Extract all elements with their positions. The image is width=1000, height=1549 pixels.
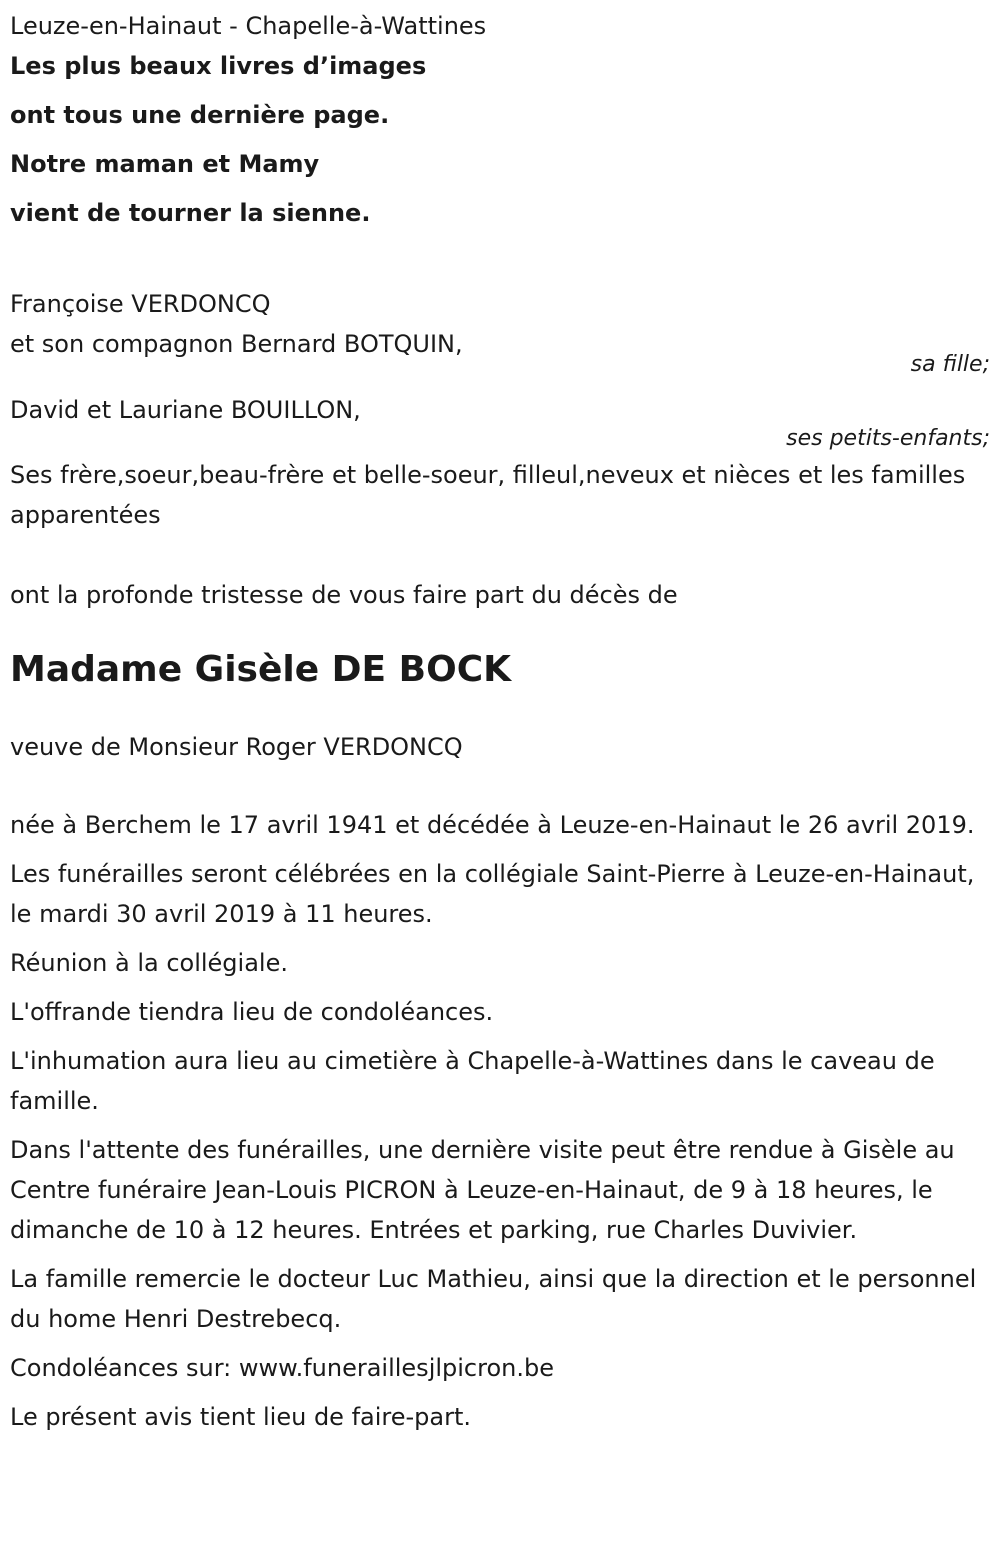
funeral-info: Les funérailles seront célébrées en la collégiale Saint-Pierre à Leuze-en-Hainaut, le mardi 30 avril 2019 à 11 heures. bbox=[10, 860, 975, 928]
thanks-info: La famille remercie le docteur Luc Mathieu, ainsi que la direction et le personnel du home Henri Destrebecq. bbox=[10, 1265, 977, 1333]
grandchildren-relation: ses petits-enfants; bbox=[786, 426, 990, 451]
location-heading: Leuze-en-Hainaut - Chapelle-à-Wattines bbox=[10, 12, 487, 40]
poem bbox=[10, 46, 990, 233]
obituary-notice bbox=[10, 0, 990, 1446]
grandchildren-names: David et Lauriane BOUILLON, bbox=[10, 396, 361, 424]
announcement-text: ont la profonde tristesse de vous faire part du décès de bbox=[10, 581, 678, 609]
daughter-partner: et son compagnon Bernard BOTQUIN, bbox=[10, 330, 463, 358]
visitation-info: Dans l'attente des funérailles, une dernière visite peut être rendue à Gisèle au Centre funéraire Jean-Louis PICRON à Leuze-en-Hainaut, de 9 à 18 heures, le dimanche de 10 à 12 heures. Entrées et parking, rue Charles Duvivier. bbox=[10, 1136, 955, 1244]
meeting-info: Réunion à la collégiale. bbox=[10, 949, 288, 977]
deceased-name: Madame Gisèle DE BOCK bbox=[10, 649, 512, 690]
widow-of: veuve de Monsieur Roger VERDONCQ bbox=[10, 733, 463, 761]
poem-line: ont tous une dernière page. bbox=[10, 101, 390, 129]
daughter-relation: sa fille; bbox=[910, 352, 990, 377]
poem-line: vient de tourner la sienne. bbox=[10, 199, 371, 227]
condolences-link: Condoléances sur: www.funeraillesjlpicron.be bbox=[10, 1354, 554, 1382]
birth-death-dates: née à Berchem le 17 avril 1941 et décédée à Leuze-en-Hainaut le 26 avril 2019. bbox=[10, 811, 975, 839]
notice-footer: Le présent avis tient lieu de faire-part. bbox=[10, 1403, 472, 1431]
daughter-name: Françoise VERDONCQ bbox=[10, 290, 271, 318]
offering-info: L'offrande tiendra lieu de condoléances. bbox=[10, 998, 494, 1026]
burial-info: L'inhumation aura lieu au cimetière à Chapelle-à-Wattines dans le caveau de famille. bbox=[10, 1047, 935, 1115]
poem-line: Les plus beaux livres d’images bbox=[10, 52, 427, 80]
extended-family: Ses frère,soeur,beau-frère et belle-soeur, filleul,neveux et nièces et les familles apparentées bbox=[10, 461, 966, 529]
poem-line: Notre maman et Mamy bbox=[10, 150, 320, 178]
